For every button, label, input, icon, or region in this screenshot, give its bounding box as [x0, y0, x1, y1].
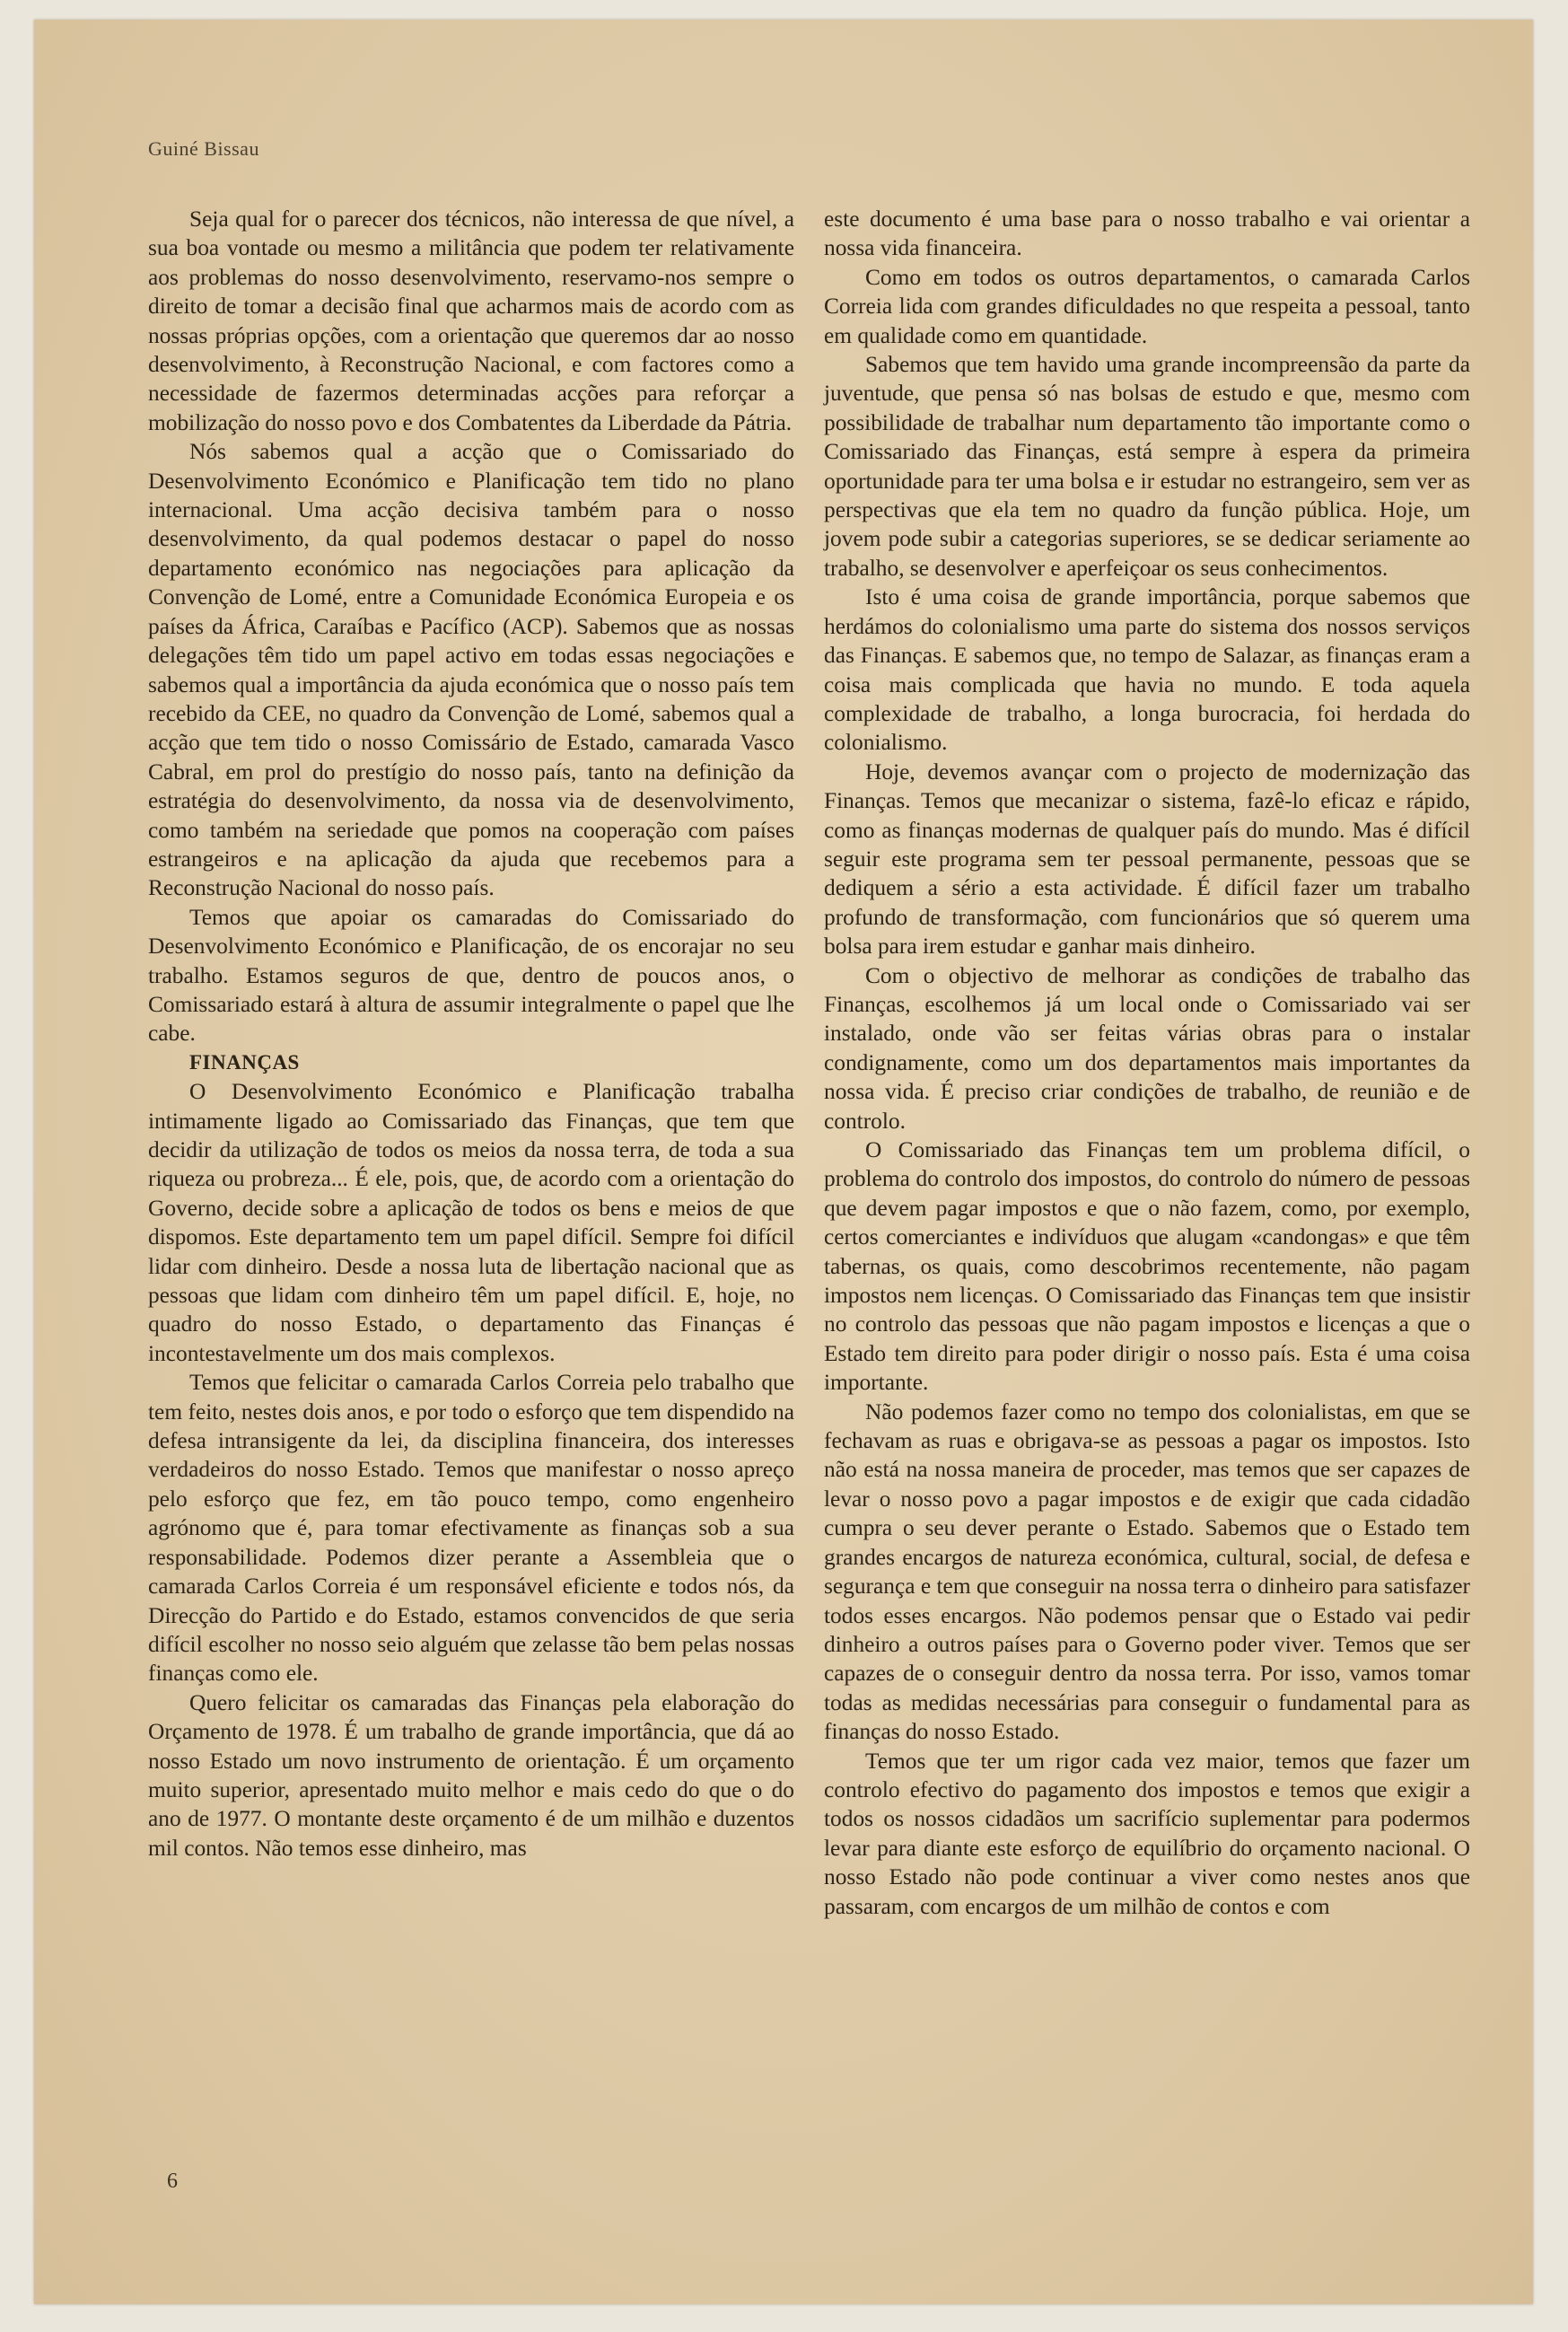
paragraph: Não podemos fazer como no tempo dos colonialistas, em que se fechavam as ruas e obrigava-se as pessoas a pagar os impostos. Isto não está na nossa maneira de proceder, mas temos que ser capazes de levar o nosso povo a pagar impostos e de exigir que cada cidadão cumpra o seu dever perante o Estado. Sabemos que o Estado tem grandes encargos de natureza económica, cultural, social, de defesa e segurança e tem que conseguir na nossa terra o dinheiro para satisfazer todos esses encargos. Não podemos pensar que o Estado vai pedir dinheiro a outros países para o Governo poder viver. Temos que ser capazes de o conseguir dentro da nossa terra. Por isso, vamos tomar todas as medidas necessárias para conseguir o fundamental para as finanças do nosso Estado. — [824, 1398, 1470, 1745]
paragraph: Seja qual for o parecer dos técnicos, não interessa de que nível, a sua boa vontade ou mesmo a militância que podem ter relativamente aos problemas do nosso desenvolvimento, reservamo-nos sempre o direito de tomar a decisão final que acharmos mais de acordo com as nossas próprias opções, com a orientação que queremos dar ao nosso desenvolvimento, à Reconstrução Nacional, e com factores como a necessidade de fazermos determinadas acções para reforçar a mobilização do nosso povo e dos Combatentes da Liberdade da Pátria. — [148, 206, 794, 435]
paragraph: Com o objectivo de melhorar as condições de trabalho das Finanças, escolhemos já um local onde o Comissariado vai ser instalado, onde vão ser feitas várias obras para o instalar condignamente, como um dos departamentos mais importantes da nossa vida. É preciso criar condições de trabalho, de reunião e de controlo. — [824, 962, 1470, 1134]
paragraph: Nós sabemos qual a acção que o Comissariado do Desenvolvimento Económico e Planificação tem tido no plano internacional. Uma acção decisiva também para o nosso desenvolvimento, da qual podemos destacar o papel do nosso departamento económico nas negociações para aplicação da Convenção de Lomé, entre a Comunidade Económica Europeia e os países da África, Caraíbas e Pacífico (ACP). Sabemos que as nossas delegações têm tido um papel activo em todas essas negociações e sabemos qual a importância da ajuda económica que o nosso país tem recebido da CEE, no quadro da Convenção de Lomé, sabemos qual a acção que tem tido o nosso Comissário de Estado, camarada Vasco Cabral, em prol do prestígio do nosso país, tanto na definição da estratégia do desenvolvimento, da nossa via de desenvolvimento, como também na seriedade que pomos na cooperação com países estrangeiros e na aplicação da ajuda que recebemos para a Reconstrução Nacional do nosso país. — [148, 439, 794, 901]
document-page — [34, 20, 1533, 2304]
paragraph: O Desenvolvimento Económico e Planificação trabalha intimamente ligado ao Comissariado das Finanças, que tem que decidir da utilização de todos os meios da nossa terra, de toda a sua riqueza ou probreza... É ele, pois, que, de acordo com a orientação do Governo, decide sobre a aplicação de todos os bens e meios de que dispomos. Este departamento tem um papel difícil. Sempre foi difícil lidar com dinheiro. Desde a nossa luta de libertação nacional que as pessoas que lidam com dinheiro têm um papel difícil. E, hoje, no quadro do nosso Estado, o departamento das Finanças é incontestavelmente um dos mais complexos. — [148, 1079, 794, 1366]
paragraph: Hoje, devemos avançar com o projecto de modernização das Finanças. Temos que mecanizar o sistema, fazê-lo eficaz e rápido, como as finanças modernas de qualquer país do mundo. Mas é difícil seguir este programa sem ter pessoal permanente, pessoas que se dediquem a sério a esta actividade. É difícil fazer um trabalho profundo de transformação, com funcionários que só querem uma bolsa para irem estudar e ganhar mais dinheiro. — [824, 758, 1470, 960]
paragraph: Isto é uma coisa de grande importância, porque sabemos que herdámos do colonialismo uma parte do sistema dos nossos serviços das Finanças. E sabemos que, no tempo de Salazar, as finanças eram a coisa mais complicada que havia no mundo. E toda aquela complexidade de trabalho, a longa burocracia, foi herdada do colonialismo. — [824, 584, 1470, 756]
paragraph: Temos que felicitar o camarada Carlos Correia pelo trabalho que tem feito, nestes dois anos, e por todo o esforço que tem dispendido na defesa intransigente da lei, da disciplina financeira, dos interesses verdadeiros do nosso Estado. Temos que manifestar o nosso apreço pelo esforço que fez, em tão pouco tempo, como engenheiro agrónomo que é, para tomar efectivamente as finanças sob a sua responsabilidade. Podemos dizer perante a Assembleia que o camarada Carlos Correia é um responsável eficiente e todos nós, da Direcção do Partido e do Estado, estamos convencidos de que seria difícil escolher no nosso seio alguém que zelasse tão bem pelas nossas finanças como ele. — [148, 1370, 794, 1687]
paragraph: O Comissariado das Finanças tem um problema difícil, o problema do controlo dos impostos, do controlo do número de pessoas que devem pagar impostos e que o não fazem, como, por exemplo, certos comerciantes e indivíduos que alugam «candongas» e que têm tabernas, os quais, como descobrimos recentemente, não pagam impostos nem licenças. O Comissariado das Finanças tem que insistir no controlo das pessoas que não pagam impostos e licenças a que o Estado tem direito para poder dirigir o nosso país. Esta é uma coisa importante. — [824, 1137, 1470, 1396]
paragraph: Sabemos que tem havido uma grande incompreensão da parte da juventude, que pensa só nas bolsas de estudo e que, mesmo com possibilidade de trabalhar num departamento tão importante como o Comissariado das Finanças, está sempre à espera da primeira oportunidade para ter uma bolsa e ir estudar no estrangeiro, sem ver as perspectivas que ela tem no quadro da função pública. Hoje, um jovem pode subir a categorias superiores, se se dedicar seriamente ao trabalho, se desenvolver e aperfeiçoar os seus conhecimentos. — [824, 352, 1470, 581]
right-column — [824, 205, 1470, 1921]
left-column — [148, 205, 794, 1863]
paragraph: Temos que apoiar os camaradas do Comissariado do Desenvolvimento Económico e Planificação, de os encorajar no seu trabalho. Estamos seguros de que, dentro de poucos anos, o Comissariado estará à altura de assumir integralmente o papel que lhe cabe. — [148, 904, 794, 1047]
page-number: 6 — [167, 2170, 178, 2193]
paragraph: Quero felicitar os camaradas das Finanças pela elaboração do Orçamento de 1978. É um trabalho de grande importância, que dá ao nosso Estado um novo instrumento de orientação. É um orçamento muito superior, apresentado muito melhor e mais cedo do que o do ano de 1977. O montante deste orçamento é de um milhão e duzentos mil contos. Não temos esse dinheiro, mas — [148, 1689, 794, 1861]
paragraph: este documento é uma base para o nosso trabalho e vai orientar a nossa vida financeira. — [824, 206, 1470, 261]
running-header: Guiné Bissau — [148, 137, 259, 160]
paragraph: Como em todos os outros departamentos, o camarada Carlos Correia lida com grandes dificuldades no que respeita a pessoal, tanto em qualidade como em quantidade. — [824, 264, 1470, 348]
paragraph: Temos que ter um rigor cada vez maior, temos que fazer um controlo efectivo do pagamento dos impostos e temos que exigir a todos os nossos cidadãos um sacrifício suplementar para podermos levar para diante este esforço de equilíbrio do orçamento nacional. O nosso Estado não pode continuar a viver como nestes anos que passaram, com encargos de um milhão de contos e com — [824, 1748, 1470, 1919]
section-heading: FINANÇAS — [189, 1050, 300, 1074]
